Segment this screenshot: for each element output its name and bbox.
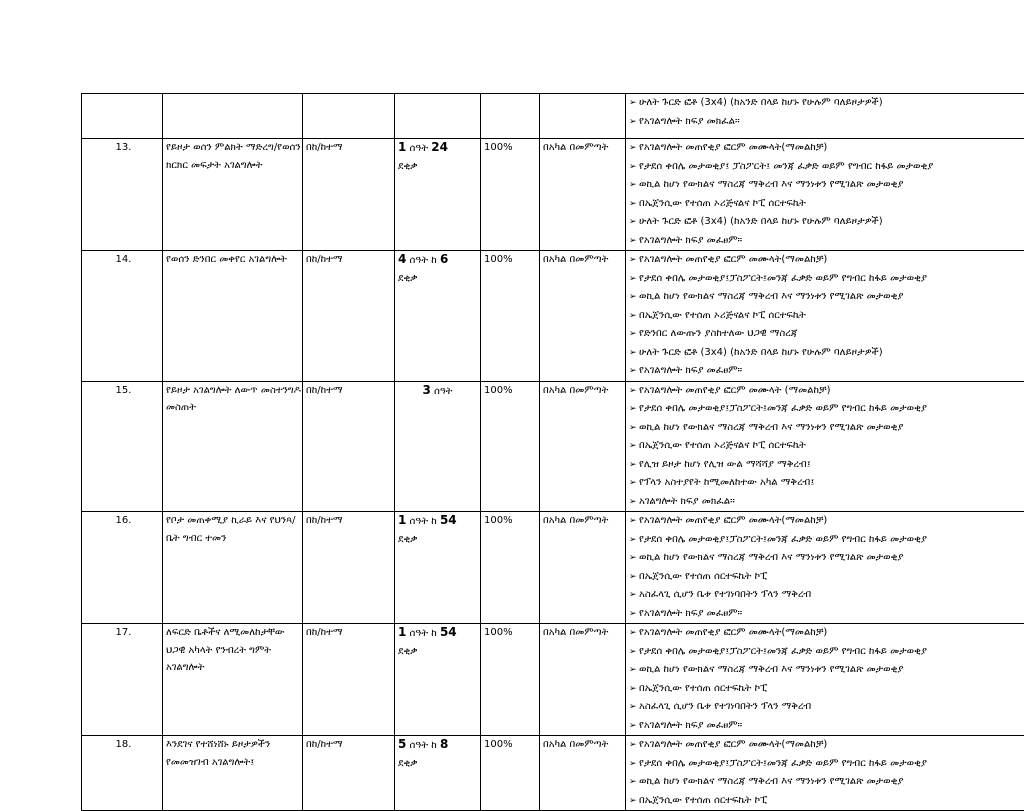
requirement-item [629,586,1024,605]
row-number [82,736,163,811]
delivery-mode [540,139,626,251]
service-name-text: የይዞታ አገልግሎት ለውጥ መስተንግዶ መስጠት [166,385,301,414]
service-percent [481,381,540,512]
requirement-text: የአገልግሎት ክፍያ መፈፀም። [639,235,742,246]
row-number-text: 13. [116,142,132,153]
service-name-text: የቦታ መጠቀሚያ ኪራይ እና የህንጻ/ቤት ግብር ተመን [166,515,295,544]
requirement-text: የሊዝ ይዞታ ከሆነ የሊዝ ውል ማሻሻያ ማቅረብ፤ [639,459,811,470]
requirement-item [629,512,1024,531]
requirement-item [629,139,1024,158]
arrow-bullet-icon: ➢ [629,383,639,401]
requirements-list [626,251,1024,382]
service-name [163,139,303,251]
arrow-bullet-icon: ➢ [629,233,639,251]
requirement-text: ወኪል ከሆነ የውክልና ማስረጃ ማቅረብ እና ማንነቱን የሚገልጽ መታወቂያ [639,291,903,302]
requirement-text: ወኪል ከሆነ የውክልና ማስረጃ ማቅረብ እና ማንነቱን የሚገልጽ መታወቂያ [639,776,903,787]
row-number [82,251,163,382]
arrow-bullet-icon: ➢ [629,587,639,605]
service-location-text: በከ/ከተማ [306,142,343,153]
time-hours: 3 [422,383,430,397]
requirement-text: በኤጀንሲው የተሰጠ ሰርተፍኬት ኮፒ [639,795,767,806]
requirement-item [629,773,1024,792]
requirement-text: የአገልግሎት መጠየቂያ ፎርም መሙላት(ማመልከቻ) [639,627,827,638]
service-time [395,139,481,251]
arrow-bullet-icon: ➢ [629,457,639,475]
service-name-text: የይዞታ ወሰን ምልክት ማድረግ/የወሰን ክርክር መፍታት አገልግሎት [166,142,301,171]
service-name-text: የወሰን ድንበር መቀየር አገልግሎት [166,254,287,265]
service-location [303,251,395,382]
requirement-text: አስፈላጊ ሲሆን ቤቱ የተገነባበትን ፕላን ማቅረብ [639,589,811,600]
requirement-item [629,382,1024,401]
arrow-bullet-icon: ➢ [629,644,639,662]
table-row [82,736,1024,811]
arrow-bullet-icon: ➢ [629,756,639,774]
time-hours-label: ሰዓት [410,143,429,154]
time-hours-label: ሰዓት ከ [410,740,437,751]
requirement-item [629,568,1024,587]
requirement-item [629,792,1024,811]
requirement-item [629,643,1024,662]
requirement-text: በኤጀንሲው የተሰጠ ኦሪጅናልና ኮፒ ሰርተፍኬት [639,198,806,209]
service-percent [481,736,540,811]
service-percent-text: 100% [484,739,513,750]
service-percent [481,139,540,251]
time-minutes: 24 [431,140,448,154]
requirements-list [626,512,1024,624]
requirement-text: አስፈላጊ ሲሆን ቤቱ የተገነባበትን ፕላን ማቅረብ [639,701,811,712]
service-time [395,251,481,382]
arrow-bullet-icon: ➢ [629,606,639,624]
service-name [163,94,303,139]
requirement-text: አገልግሎት ክፍያ መክፈል። [639,496,735,507]
arrow-bullet-icon: ➢ [629,718,639,736]
service-percent-text: 100% [484,142,513,153]
services-table [81,93,1024,811]
table-row [82,512,1024,624]
time-hours: 1 [398,625,406,639]
requirement-text: የአገልግሎት ክፍያ መፈፀም። [639,365,742,376]
arrow-bullet-icon: ➢ [629,662,639,680]
service-location [303,736,395,811]
requirement-text: ሁለት ጉርድ ፎቶ (3x4) (ከአንድ በላይ ከሆኑ የሁሉም ባለይዞታዎች) [639,97,883,108]
requirement-item [629,605,1024,624]
row-number [82,139,163,251]
arrow-bullet-icon: ➢ [629,475,639,493]
table-row [82,94,1024,139]
requirement-item [629,325,1024,344]
requirement-item [629,113,1024,132]
service-percent [481,94,540,139]
arrow-bullet-icon: ➢ [629,271,639,289]
requirement-text: የታደሰ ቀበሌ መታወቂያ፤ፓስፖርት፤መንጃ ፈቃድ ወይም የግብር ከፋይ መታወቂያ [639,534,927,545]
requirement-item [629,344,1024,363]
requirement-item [629,307,1024,326]
arrow-bullet-icon: ➢ [629,420,639,438]
requirement-text: የአገልግሎት መጠየቂያ ፎርም መሙላት(ማመልከቻ) [639,142,827,153]
requirement-item [629,661,1024,680]
requirement-text: የአገልግሎት ክፍያ መፈፀም። [639,720,742,731]
delivery-mode-text: በአካል በመምጣት [543,254,608,265]
service-percent [481,251,540,382]
delivery-mode [540,624,626,736]
requirement-item [629,493,1024,512]
time-hours: 1 [398,513,406,527]
service-time [395,381,481,512]
arrow-bullet-icon: ➢ [629,196,639,214]
delivery-mode [540,736,626,811]
time-minutes-label: ደቂቃ [398,758,418,769]
requirement-text: የድንበር ለውጡን ያስከተለው ህጋዊ ማስረጃ [639,328,798,339]
requirement-item [629,474,1024,493]
requirements-list [626,139,1024,251]
requirement-item [629,549,1024,568]
row-number-text: 17. [116,627,132,638]
requirement-text: በኤጀንሲው የተሰጠ ኦሪጅናልና ኮፒ ሰርተፍኬት [639,310,806,321]
row-number-text: 15. [116,385,132,396]
time-minutes-label: ደቂቃ [398,161,418,172]
arrow-bullet-icon: ➢ [629,438,639,456]
delivery-mode [540,251,626,382]
requirement-item [629,456,1024,475]
time-hours: 1 [398,140,406,154]
requirement-text: የአገልግሎት መጠየቂያ ፎርም መሙላት(ማመልከቻ) [639,739,827,750]
requirement-text: የታደሰ ቀበሌ መታወቂያ፤ፓስፖርት፤መንጃ ፈቃድ ወይም የግብር ከፋይ መታወቂያ [639,646,927,657]
arrow-bullet-icon: ➢ [629,793,639,811]
arrow-bullet-icon: ➢ [629,774,639,792]
arrow-bullet-icon: ➢ [629,532,639,550]
requirement-item [629,624,1024,643]
service-name [163,512,303,624]
arrow-bullet-icon: ➢ [629,699,639,717]
service-time [395,624,481,736]
requirement-item [629,736,1024,755]
service-location-text: በከ/ከተማ [306,515,343,526]
requirement-text: በኤጀንሲው የተሰጠ ሰርተፍኬት ኮፒ [639,683,767,694]
service-name-text: ለፍርድ ቤቶችና ለሚመለከታቸው ህጋዊ አካላት የንብረት ግምት አገልግሎት [166,627,285,673]
service-location [303,381,395,512]
time-hours: 5 [398,737,406,751]
time-minutes: 54 [440,513,457,527]
requirement-text: የፕላን አስተያየት ከሚመለከተው አካል ማቅረብ፤ [639,477,814,488]
table-row [82,251,1024,382]
service-location [303,139,395,251]
arrow-bullet-icon: ➢ [629,177,639,195]
arrow-bullet-icon: ➢ [629,550,639,568]
arrow-bullet-icon: ➢ [629,252,639,270]
arrow-bullet-icon: ➢ [629,114,639,132]
time-minutes: 54 [440,625,457,639]
delivery-mode [540,94,626,139]
delivery-mode-text: በአካል በመምጣት [543,142,608,153]
row-number-text: 18. [116,739,132,750]
time-minutes-label: ደቂቃ [398,646,418,657]
service-location [303,94,395,139]
requirement-item [629,531,1024,550]
arrow-bullet-icon: ➢ [629,494,639,512]
time-minutes-label: ደቂቃ [398,273,418,284]
requirement-item [629,717,1024,736]
requirements-list [626,94,1024,139]
service-location-text: በከ/ከተማ [306,627,343,638]
requirement-item [629,680,1024,699]
requirement-text: ሁለት ጉርድ ፎቶ (3x4) (ከአንድ በላይ ከሆኑ የሁሉም ባለይዞታዎች) [639,216,883,227]
time-minutes-label: ደቂቃ [398,534,418,545]
requirement-item [629,232,1024,251]
services-table-body [82,94,1024,811]
requirements-list [626,381,1024,512]
requirement-text: ወኪል ከሆነ የውክልና ማስረጃ ማቅረብ እና ማንነቱን የሚገልጽ መታወቂያ [639,552,903,563]
requirement-text: ወኪል ከሆነ የውክልና ማስረጃ ማቅረብ እና ማንነቱን የሚገልጽ መታወቂያ [639,422,903,433]
requirement-item [629,755,1024,774]
row-number-text: 14. [116,254,132,265]
service-name [163,736,303,811]
requirement-text: ወኪል ከሆነ የውክልና ማስረጃ ማቅረብ እና ማንነቱን የሚገልጽ መታወቂያ [639,664,903,675]
requirement-text: የታደሰ ቀበሌ መታወቂያ፤ፓስፖርት፤መንጃ ፈቃድ ወይም የግብር ከፋይ መታወቂያ [639,403,927,414]
requirement-text: ወኪል ከሆነ የውክልና ማስረጃ ማቅረብ እና ማንነቱን የሚገልጽ መታወቂያ [639,179,903,190]
service-percent-text: 100% [484,385,513,396]
requirement-item [629,176,1024,195]
service-name [163,624,303,736]
service-percent-text: 100% [484,515,513,526]
arrow-bullet-icon: ➢ [629,95,639,113]
requirement-item [629,158,1024,177]
service-time [395,736,481,811]
delivery-mode [540,381,626,512]
arrow-bullet-icon: ➢ [629,345,639,363]
requirement-item [629,94,1024,113]
service-percent-text: 100% [484,254,513,265]
requirement-text: የአገልግሎት ክፍያ መፈፀም። [639,608,742,619]
delivery-mode [540,512,626,624]
service-location [303,624,395,736]
requirement-text: በኤጀንሲው የተሰጠ ሰርተፍኬት ኮፒ [639,571,767,582]
row-number [82,624,163,736]
row-number [82,381,163,512]
delivery-mode-text: በአካል በመምጣት [543,627,608,638]
requirements-list [626,736,1024,811]
arrow-bullet-icon: ➢ [629,326,639,344]
delivery-mode-text: በአካል በመምጣት [543,385,608,396]
requirement-text: የአገልግሎት መጠየቂያ ፎርም መሙላት(ማመልከቻ) [639,254,827,265]
requirement-item [629,419,1024,438]
requirement-text: የታደሰ ቀበሌ መታወቂያ፤ፓስፖርት፤መንጃ ፈቃድ ወይም የግብር ከፋይ መታወቂያ [639,758,927,769]
requirement-text: የአገልግሎት መጠየቂያ ፎርም መሙላት(ማመልከቻ) [639,515,827,526]
requirement-text: ሁለት ጉርድ ፎቶ (3x4) (ከአንድ በላይ ከሆኑ የሁሉም ባለይዞታዎች) [639,347,883,358]
requirement-item [629,288,1024,307]
delivery-mode-text: በአካል በመምጣት [543,515,608,526]
table-row [82,139,1024,251]
requirement-item [629,437,1024,456]
requirement-item [629,213,1024,232]
row-number [82,94,163,139]
requirement-item [629,195,1024,214]
arrow-bullet-icon: ➢ [629,363,639,381]
arrow-bullet-icon: ➢ [629,625,639,643]
service-location-text: በከ/ከተማ [306,254,343,265]
service-percent-text: 100% [484,627,513,638]
service-name [163,251,303,382]
table-row [82,624,1024,736]
requirement-text: የአገልግሎት መጠየቂያ ፎርም መሙላት (ማመልከቻ) [639,385,831,396]
service-location-text: በከ/ከተማ [306,739,343,750]
time-hours-label: ሰዓት ከ [410,516,437,527]
time-hours-label: ሰዓት [434,386,453,397]
arrow-bullet-icon: ➢ [629,159,639,177]
requirement-text: የታደሰ ቀበሌ መታወቂያ፤ፓስፖርት፤መንጃ ፈቃድ ወይም የግብር ከፋይ መታወቂያ [639,273,927,284]
arrow-bullet-icon: ➢ [629,289,639,307]
arrow-bullet-icon: ➢ [629,513,639,531]
arrow-bullet-icon: ➢ [629,569,639,587]
service-name-text: እንደገና የተሸነሸኑ ይዞታዎችን የመመዝገብ አገልግሎት፤ [166,739,270,768]
time-hours: 4 [398,252,406,266]
service-time [395,94,481,139]
arrow-bullet-icon: ➢ [629,308,639,326]
time-hours-label: ሰዓት ከ [410,628,437,639]
time-minutes: 6 [440,252,448,266]
requirement-item [629,251,1024,270]
row-number-text: 16. [116,515,132,526]
time-hours-label: ሰዓት ከ [410,255,437,266]
table-row [82,381,1024,512]
requirement-item [629,362,1024,381]
requirement-text: የታደሰ ቀበሌ መታወቂያ፤ ፓስፖርት፤ መንጃ ፈቃድ ወይም የግብር ከፋይ መታወቂያ [639,161,933,172]
row-number [82,512,163,624]
arrow-bullet-icon: ➢ [629,140,639,158]
requirement-text: የአገልግሎት ክፍያ መክፈል። [639,116,740,127]
requirement-item [629,400,1024,419]
delivery-mode-text: በአካል በመምጣት [543,739,608,750]
service-location-text: በከ/ከተማ [306,385,343,396]
arrow-bullet-icon: ➢ [629,737,639,755]
service-percent [481,512,540,624]
arrow-bullet-icon: ➢ [629,214,639,232]
requirement-text: በኤጀንሲው የተሰጠ ኦሪጅናልና ኮፒ ሰርተፍኬት [639,440,806,451]
service-percent [481,624,540,736]
service-name [163,381,303,512]
arrow-bullet-icon: ➢ [629,681,639,699]
service-location [303,512,395,624]
service-time [395,512,481,624]
requirements-list [626,624,1024,736]
requirement-item [629,698,1024,717]
arrow-bullet-icon: ➢ [629,401,639,419]
time-minutes: 8 [440,737,448,751]
requirement-item [629,270,1024,289]
